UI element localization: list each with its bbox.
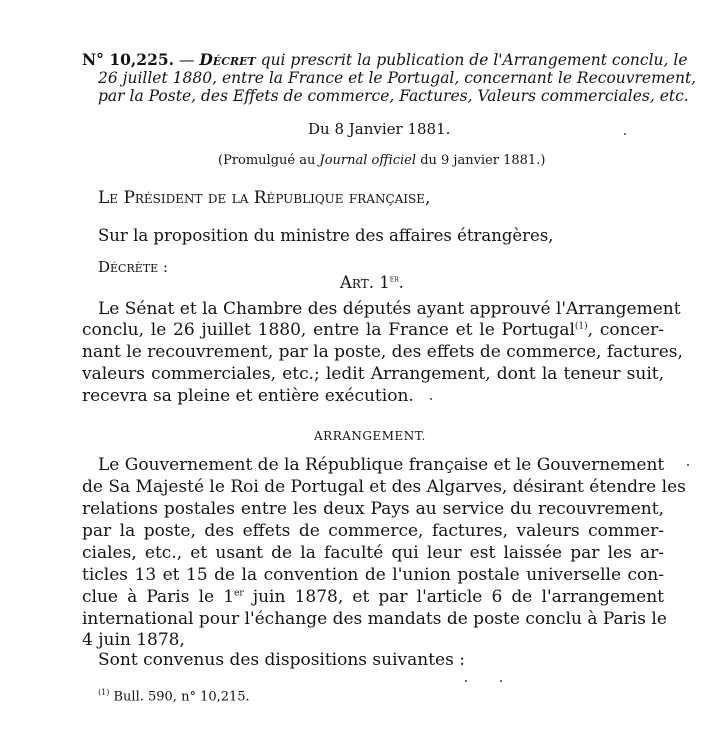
decree-date: Du 8 Janvier 1881. bbox=[308, 120, 451, 138]
article-line-2-text: conclu, le 26 juillet 1880, entre la France et le Portugal bbox=[82, 320, 575, 340]
arrangement-line-1: Le Gouvernement de la République française et le Gouvernement bbox=[98, 455, 665, 475]
article-superscript: er bbox=[389, 274, 399, 285]
decree-title-line-1 bbox=[82, 50, 688, 69]
scan-speck bbox=[465, 680, 467, 682]
article-label: Art. 1 bbox=[340, 273, 390, 292]
decree-number: N° 10,225. bbox=[82, 50, 175, 69]
footnote-marker: (1) bbox=[98, 688, 110, 697]
decrete-label: Décrète : bbox=[98, 258, 168, 276]
footnote-text: Bull. 590, n° 10,215. bbox=[113, 689, 250, 705]
decree-title-line-3: par la Poste, des Effets de commerce, Factures, Valeurs commerciales, etc. bbox=[98, 87, 689, 105]
arrangement-line-6: ticles 13 et 15 de la convention de l'union postale universelle con- bbox=[82, 565, 664, 585]
scan-speck bbox=[430, 398, 432, 400]
decree-title-line-2: 26 juillet 1880, entre la France et le Portugal, concernant le Recouvrement, bbox=[98, 69, 697, 87]
arrangement-line-7 bbox=[82, 589, 664, 606]
scan-speck bbox=[624, 133, 626, 135]
arrangement-heading: ARRANGEMENT. bbox=[314, 429, 426, 443]
article-line-1: Le Sénat et la Chambre des députés ayant approuvé l'Arrangement bbox=[98, 299, 681, 319]
footnote bbox=[98, 689, 250, 703]
article-end: . bbox=[398, 273, 404, 292]
arrangement-line-4: par la poste, des effets de commerce, factures, valeurs commer- bbox=[82, 521, 664, 541]
convenus-line: Sont convenus des dispositions suivantes : bbox=[98, 650, 465, 670]
article-heading bbox=[340, 275, 404, 292]
promulgation-note bbox=[218, 154, 545, 167]
premier-superscript: er bbox=[234, 588, 244, 599]
scan-speck bbox=[500, 680, 502, 682]
arrangement-line-7-tail: juin 1878, et par l'article 6 de l'arrangement bbox=[243, 587, 664, 607]
article-line-2-tail: , concer- bbox=[587, 320, 664, 340]
president-line: Le Président de la République française, bbox=[98, 188, 431, 208]
arrangement-line-7-text: clue à Paris le 1 bbox=[82, 587, 235, 607]
proposition-line: Sur la proposition du ministre des affaires étrangères, bbox=[98, 226, 554, 245]
article-line-3: nant le recouvrement, par la poste, des effets de commerce, factures, bbox=[82, 342, 683, 362]
title-dash: — bbox=[178, 51, 195, 69]
arrangement-line-5: ciales, etc., et usant de la faculté qui leur est laissée par les ar- bbox=[82, 543, 664, 563]
arrangement-line-9: 4 juin 1878, bbox=[82, 630, 185, 650]
footnote-ref: (1) bbox=[574, 321, 588, 332]
article-line-4: valeurs commerciales, etc.; ledit Arrangement, dont la teneur suit, bbox=[82, 364, 664, 384]
article-line-5: recevra sa pleine et entière exécution. bbox=[82, 386, 414, 406]
promulgation-after: du 9 janvier 1881.) bbox=[420, 153, 546, 168]
title-line-1-text: qui prescrit la publication de l'Arrangement conclu, le bbox=[260, 51, 688, 69]
arrangement-line-3: relations postales entre les deux Pays au service du recouvrement, bbox=[82, 499, 664, 519]
arrangement-line-2: de Sa Majesté le Roi de Portugal et des Algarves, désirant étendre les bbox=[82, 477, 686, 497]
article-line-2 bbox=[82, 322, 664, 339]
decret-label: Décret bbox=[199, 50, 256, 69]
journal-officiel: Journal officiel bbox=[319, 153, 417, 168]
scan-speck bbox=[687, 464, 689, 466]
promulgation-before: (Promulgué au bbox=[218, 153, 316, 168]
arrangement-line-8: international pour l'échange des mandats de poste conclu à Paris le bbox=[82, 609, 667, 629]
